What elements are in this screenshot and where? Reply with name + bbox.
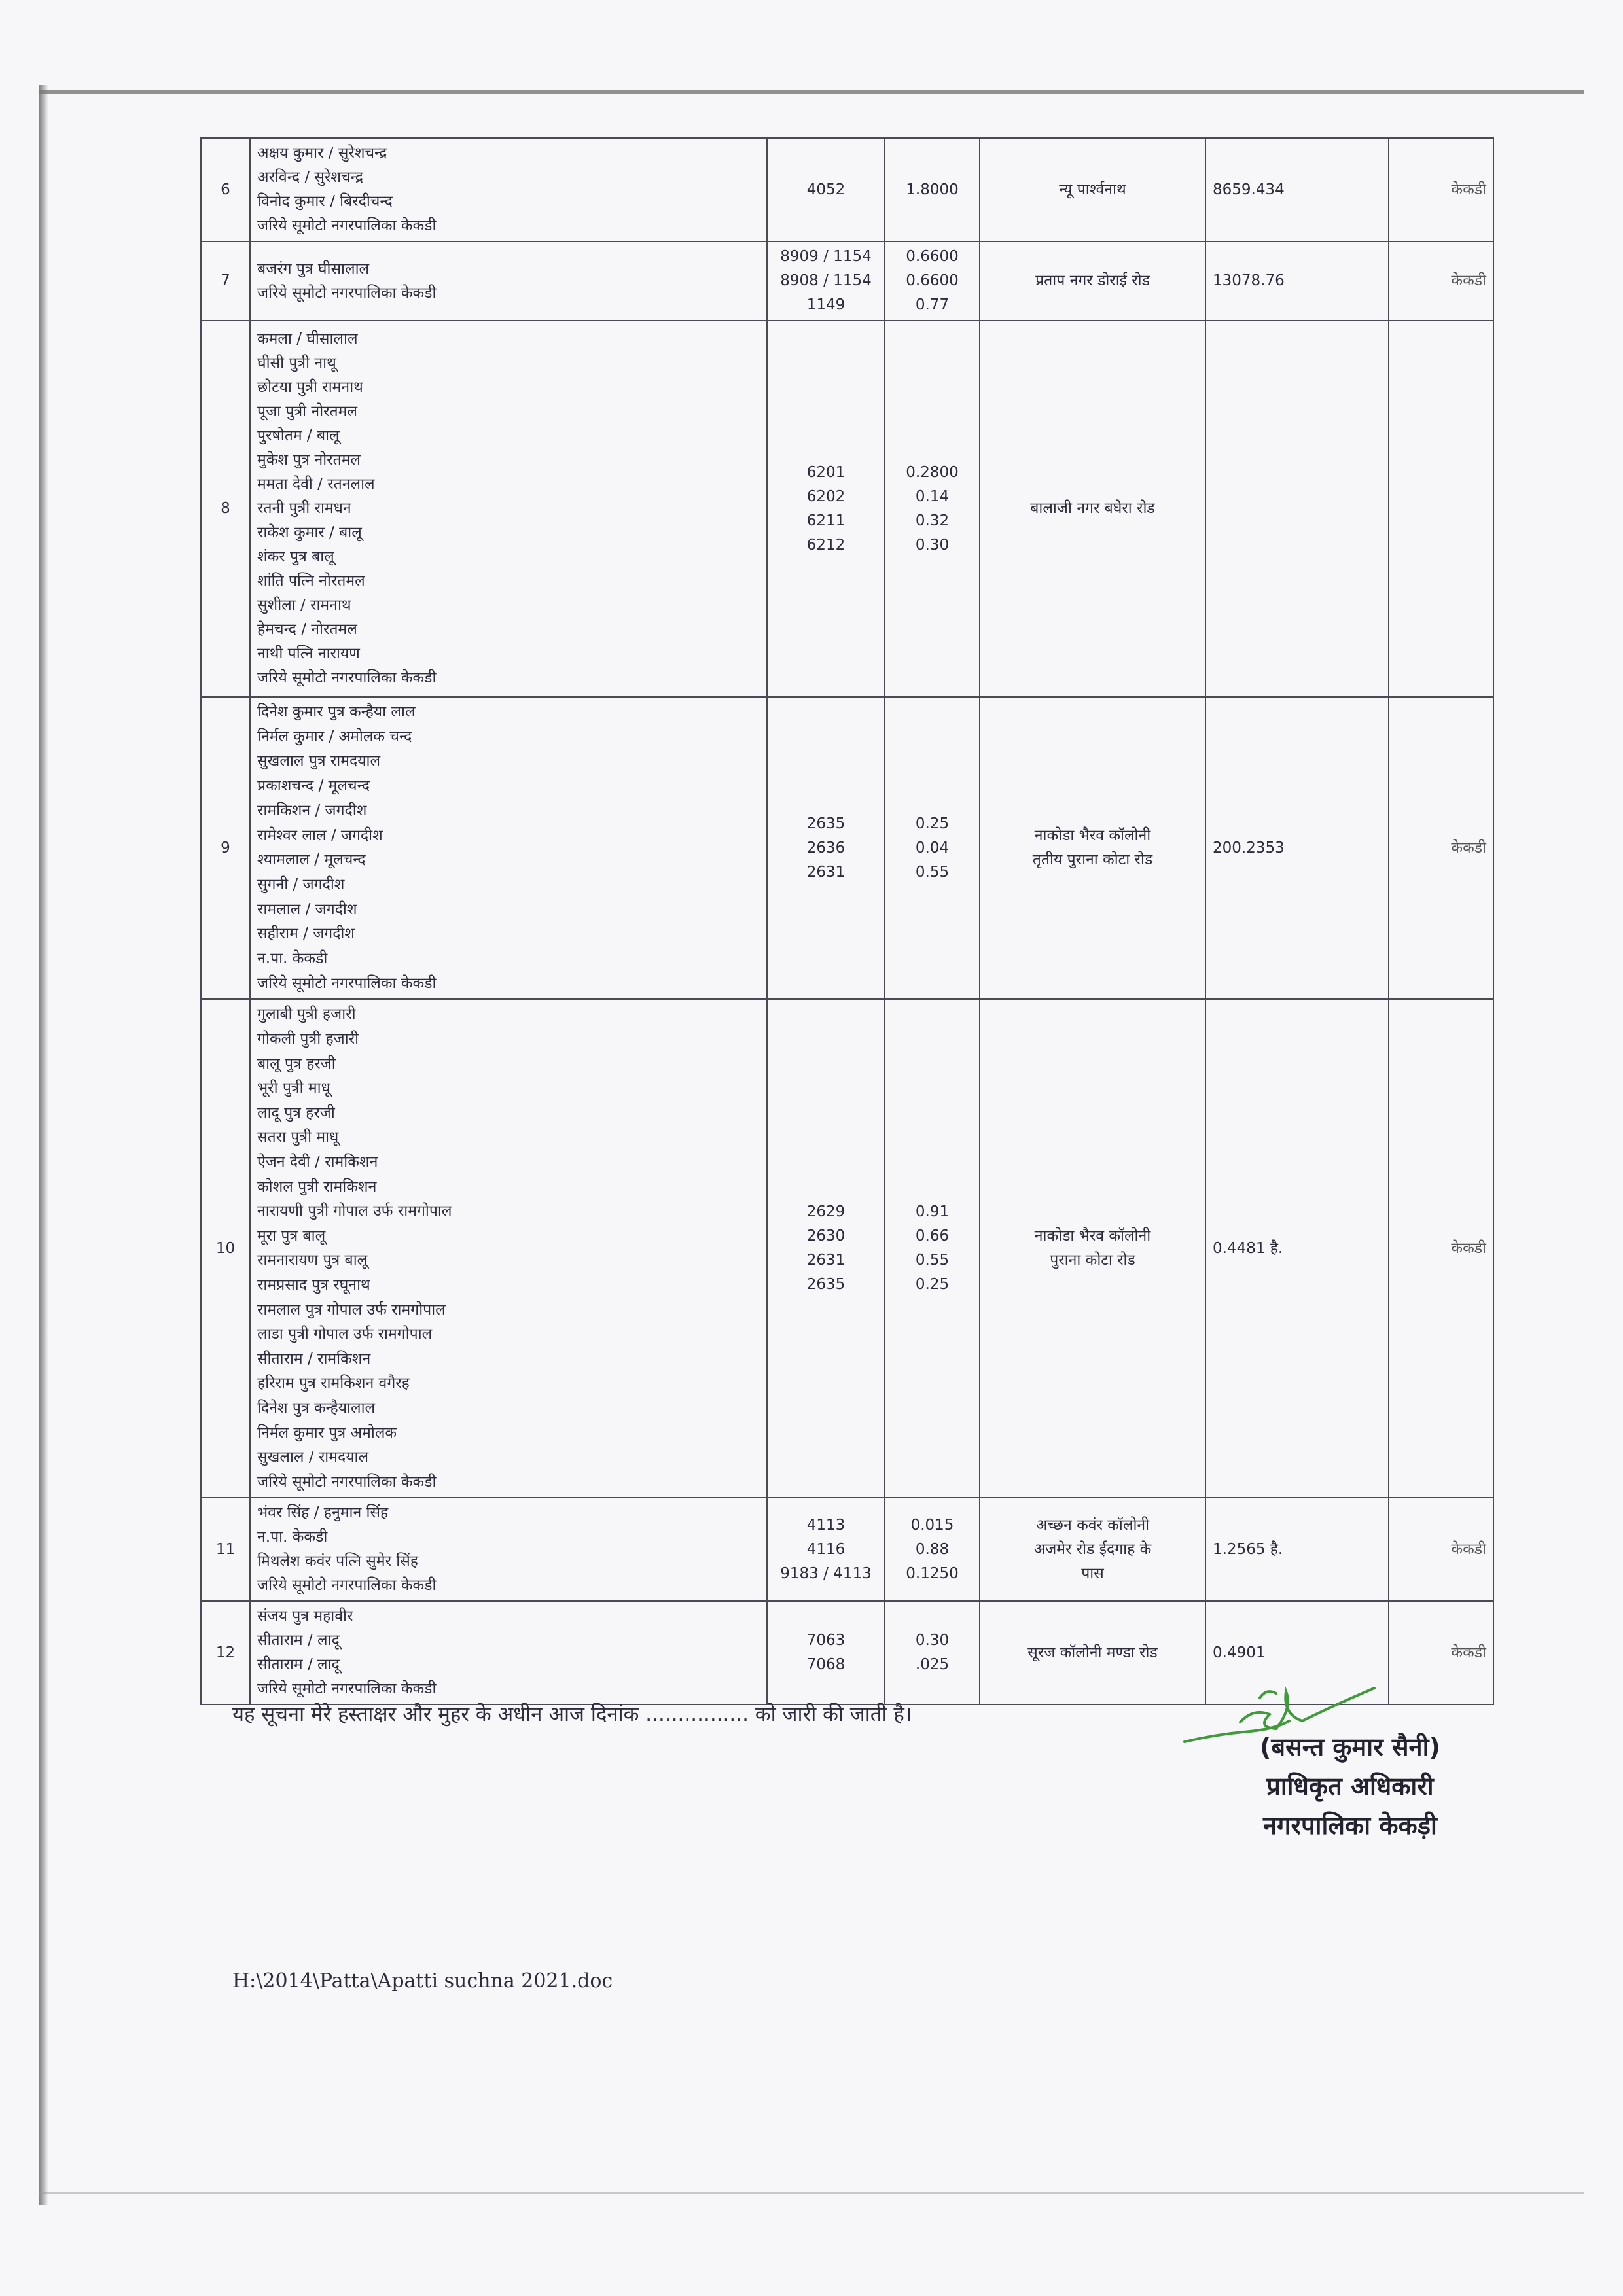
scan-edge-bottom [39, 2192, 1584, 2194]
owner-name: गोकली पुत्री हजारी [257, 1031, 359, 1048]
serial-number-cell: 6 [201, 138, 250, 241]
signatory-name: (बसन्त कुमार सैनी) [1260, 1733, 1440, 1761]
khasra-number: 4052 [806, 181, 846, 198]
area-cell [885, 241, 980, 321]
total-area-cell: 8659.434 [1205, 138, 1389, 241]
serial-number-cell: 9 [201, 697, 250, 999]
owner-name: संजय पुत्र महावीर [257, 1608, 353, 1625]
area-value: 1.8000 [906, 181, 959, 198]
area-value: 0.66 [915, 1227, 950, 1245]
owner-name: कमला / घीसालाल [257, 330, 358, 347]
khasra-cell [767, 999, 885, 1498]
location-cell [980, 138, 1205, 241]
serial-number-cell: 12 [201, 1601, 250, 1704]
owner-name: लाडा पुत्री गोपाल उर्फ रामगोपाल [257, 1326, 433, 1343]
owner-name: विनोद कुमार / बिरदीचन्द [257, 193, 393, 210]
location-line: पुराना कोटा रोड [1050, 1252, 1135, 1269]
khasra-number: 2629 [806, 1203, 846, 1221]
owner-name: मूरा पुत्र बालू [257, 1227, 326, 1245]
owner-name: निर्मल कुमार / अमोलक चन्द [257, 728, 412, 745]
area-value: 0.30 [915, 536, 950, 554]
total-area-cell: 0.4901 [1205, 1601, 1389, 1704]
signatory-designation: प्राधिकृत अधिकारी [1266, 1772, 1434, 1801]
location-line: नाकोडा भैरव कॉलोनी [1034, 827, 1151, 845]
area-value: 0.015 [910, 1516, 954, 1534]
area-value: 0.14 [915, 487, 950, 505]
khasra-cell [767, 1601, 885, 1704]
total-area-cell: 200.2353 [1205, 697, 1389, 999]
owner-name: निर्मल कुमार पुत्र अमोलक [257, 1424, 397, 1441]
table-row [201, 1498, 1493, 1601]
location-line: सूरज कॉलोनी मण्डा रोड [1027, 1644, 1158, 1661]
khasra-number: 4113 [806, 1516, 846, 1534]
owner-name: शांति पत्नि नोरतमल [257, 573, 365, 590]
file-path: H:\2014\Patta\Apatti suchna 2021.doc [232, 1969, 613, 1992]
owner-name: सुखलाल / रामदयाल [257, 1449, 369, 1466]
city-cell [1389, 321, 1493, 697]
owner-name: मुकेश पुत्र नोरतमल [257, 451, 361, 468]
khasra-number: 6212 [806, 536, 846, 554]
area-value: 0.25 [915, 815, 950, 832]
location-line: प्रताप नगर डोराई रोड [1035, 272, 1150, 289]
scan-edge-top [39, 90, 1584, 94]
owner-name: सुखलाल पुत्र रामदयाल [257, 752, 381, 770]
serial-number-cell: 8 [201, 321, 250, 697]
owner-name: दिनेश पुत्र कन्हैयालाल [257, 1399, 376, 1417]
notice-text: यह सूचना मेरे हस्ताक्षर और मुहर के अधीन आज दिनांक ................ को जारी की जाती है। [232, 1703, 912, 1726]
khasra-number: 2630 [806, 1227, 846, 1245]
total-area-cell [1205, 321, 1389, 697]
khasra-cell [767, 697, 885, 999]
khasra-cell [767, 241, 885, 321]
owner-name: बजरंग पुत्र घीसालाल [257, 260, 370, 277]
scan-shadow-left [39, 85, 48, 2205]
owner-name: ममता देवी / रतनलाल [257, 476, 375, 493]
owner-name: भूरी पुत्री माधू [257, 1080, 330, 1097]
khasra-number: 6201 [806, 463, 846, 481]
khasra-number: 2635 [806, 1276, 846, 1294]
owner-name: न.पा. केकडी [257, 1528, 328, 1546]
land-records-table [200, 137, 1494, 1705]
table-row [201, 241, 1493, 321]
owner-name: नाथी पत्नि नारायण [257, 645, 360, 662]
signatory-office: नगरपालिका केकड़ी [1263, 1811, 1437, 1840]
owner-name: सीताराम / लादू [257, 1632, 340, 1650]
owner-name: अक्षय कुमार / सुरेशचन्द्र [257, 145, 387, 162]
location-cell [980, 1498, 1205, 1601]
city-cell: केकडी [1389, 1498, 1493, 1601]
total-area-cell: 13078.76 [1205, 241, 1389, 321]
owner-name: हेमचन्द / नोरतमल [257, 621, 357, 638]
owner-name: लादू पुत्र हरजी [257, 1104, 335, 1122]
area-cell [885, 1498, 980, 1601]
table-row [201, 138, 1493, 241]
city-cell: केकडी [1389, 999, 1493, 1498]
owner-name: रतनी पुत्री रामधन [257, 500, 351, 517]
total-area-cell: 0.4481 है. [1205, 999, 1389, 1498]
table-row [201, 321, 1493, 697]
khasra-number: 8909 / 1154 [780, 248, 872, 265]
khasra-number: 2635 [806, 815, 846, 832]
area-value: 0.6600 [906, 248, 959, 265]
owner-name: छोटया पुत्री रामनाथ [257, 379, 363, 396]
khasra-cell [767, 138, 885, 241]
area-value: 0.55 [915, 1252, 950, 1269]
table-body [201, 138, 1493, 1704]
owner-name: ऐजन देवी / रामकिशन [257, 1154, 378, 1171]
area-value: 0.32 [915, 512, 950, 529]
owner-name: जरिये सूमोटो नगरपालिका केकडी [257, 284, 437, 302]
area-cell [885, 138, 980, 241]
location-cell [980, 999, 1205, 1498]
serial-number-cell: 11 [201, 1498, 250, 1601]
owner-name: जरिये सूमोटो नगरपालिका केकडी [257, 1473, 437, 1491]
area-value: 0.55 [915, 863, 950, 881]
khasra-number: 1149 [806, 296, 846, 313]
khasra-number: 8908 / 1154 [780, 272, 872, 289]
owners-cell [250, 999, 767, 1498]
location-line: तृतीय पुराना कोटा रोड [1032, 851, 1153, 869]
khasra-number: 7068 [806, 1656, 846, 1674]
owner-name: जरिये सूमोटो नगरपालिका केकडी [257, 1680, 437, 1698]
owner-name: कोशल पुत्री रामकिशन [257, 1178, 377, 1195]
owner-name: रामेश्वर लाल / जगदीश [257, 826, 383, 844]
owner-name: राकेश कुमार / बालू [257, 524, 362, 541]
owner-name: पुरषोतम / बालू [257, 427, 340, 444]
location-cell [980, 241, 1205, 321]
owner-name: सुशीला / रामनाथ [257, 597, 351, 614]
location-cell [980, 1601, 1205, 1704]
owners-cell [250, 321, 767, 697]
location-line: बालाजी नगर बघेरा रोड [1030, 500, 1155, 517]
city-cell: केकडी [1389, 1601, 1493, 1704]
owner-name: रामप्रसाद पुत्र रघूनाथ [257, 1276, 370, 1294]
owner-name: मिथलेश कवंर पत्नि सुमेर सिंह [257, 1553, 419, 1570]
area-cell [885, 321, 980, 697]
owner-name: श्यामलाल / मूलचन्द [257, 851, 366, 869]
owner-name: हरिराम पुत्र रामकिशन वगैरह [257, 1375, 410, 1392]
khasra-number: 6202 [806, 487, 846, 505]
location-line: न्यू पार्श्वनाथ [1059, 181, 1126, 198]
owner-name: रामकिशन / जगदीश [257, 802, 367, 819]
area-value: 0.91 [915, 1203, 950, 1221]
khasra-number: 6211 [806, 512, 846, 529]
owner-name: सतरा पुत्री माधू [257, 1129, 339, 1146]
owner-name: रामलाल / जगदीश [257, 900, 357, 918]
serial-number-cell: 7 [201, 241, 250, 321]
khasra-cell [767, 321, 885, 697]
owner-name: जरिये सूमोटो नगरपालिका केकडी [257, 669, 437, 686]
area-value: 0.1250 [906, 1564, 959, 1582]
owner-name: प्रकाशचन्द / मूलचन्द [257, 777, 370, 795]
owner-name: सुगनी / जगदीश [257, 875, 345, 893]
owner-name: दिनेश कुमार पुत्र कन्हैया लाल [257, 703, 416, 720]
area-cell [885, 999, 980, 1498]
owner-name: शंकर पुत्र बालू [257, 548, 334, 565]
area-value: 0.6600 [906, 272, 959, 289]
location-line: नाकोडा भैरव कॉलोनी [1034, 1227, 1151, 1245]
table-row [201, 697, 1493, 999]
area-value: 0.77 [915, 296, 950, 313]
owner-name: जरिये सूमोटो नगरपालिका केकडी [257, 1577, 437, 1595]
owner-name: अरविन्द / सुरेशचन्द्र [257, 169, 363, 186]
owner-name: सीताराम / रामकिशन [257, 1350, 371, 1368]
location-cell [980, 697, 1205, 999]
city-cell: केकडी [1389, 241, 1493, 321]
city-cell: केकडी [1389, 697, 1493, 999]
owners-cell [250, 697, 767, 999]
owners-cell [250, 1498, 767, 1601]
owner-name: सहीराम / जगदीश [257, 925, 355, 943]
khasra-number: 2631 [806, 863, 846, 881]
khasra-number: 2631 [806, 1252, 846, 1269]
owner-name: जरिये सूमोटो नगरपालिका केकडी [257, 217, 437, 234]
area-value: .025 [915, 1656, 950, 1674]
area-cell [885, 1601, 980, 1704]
owner-name: नारायणी पुत्री गोपाल उर्फ रामगोपाल [257, 1203, 452, 1220]
owner-name: पूजा पुत्री नोरतमल [257, 403, 358, 420]
area-value: 0.30 [915, 1632, 950, 1650]
city-cell: केकडी [1389, 138, 1493, 241]
area-value: 0.04 [915, 839, 950, 857]
land-records-table-wrapper [200, 137, 1493, 1705]
owner-name: न.पा. केकडी [257, 950, 328, 968]
owner-name: रामलाल पुत्र गोपाल उर्फ रामगोपाल [257, 1301, 446, 1318]
owner-name: बालू पुत्र हरजी [257, 1055, 336, 1072]
area-value: 0.2800 [906, 463, 959, 481]
khasra-number: 9183 / 4113 [780, 1564, 872, 1582]
khasra-number: 4116 [806, 1540, 846, 1558]
owners-cell [250, 1601, 767, 1704]
area-value: 0.25 [915, 1276, 950, 1294]
location-cell [980, 321, 1205, 697]
owner-name: गुलाबी पुत्री हजारी [257, 1006, 356, 1023]
owner-name: भंवर सिंह / हनुमान सिंह [257, 1504, 389, 1522]
location-line: पास [1081, 1564, 1104, 1582]
table-row [201, 999, 1493, 1498]
owners-cell [250, 241, 767, 321]
owner-name: सीताराम / लादू [257, 1656, 340, 1674]
khasra-number: 7063 [806, 1632, 846, 1650]
total-area-cell: 1.2565 है. [1205, 1498, 1389, 1601]
location-line: अजमेर रोड ईदगाह के [1033, 1540, 1152, 1558]
signatory-block [1260, 1727, 1440, 1845]
khasra-number: 2636 [806, 839, 846, 857]
khasra-cell [767, 1498, 885, 1601]
location-line: अच्छन कवंर कॉलोनी [1035, 1516, 1150, 1534]
owners-cell [250, 138, 767, 241]
owner-name: घीसी पुत्री नाथू [257, 355, 336, 372]
serial-number-cell: 10 [201, 999, 250, 1498]
area-cell [885, 697, 980, 999]
owner-name: रामनारायण पुत्र बालू [257, 1252, 368, 1269]
owner-name: जरिये सूमोटो नगरपालिका केकडी [257, 974, 437, 992]
area-value: 0.88 [915, 1540, 950, 1558]
